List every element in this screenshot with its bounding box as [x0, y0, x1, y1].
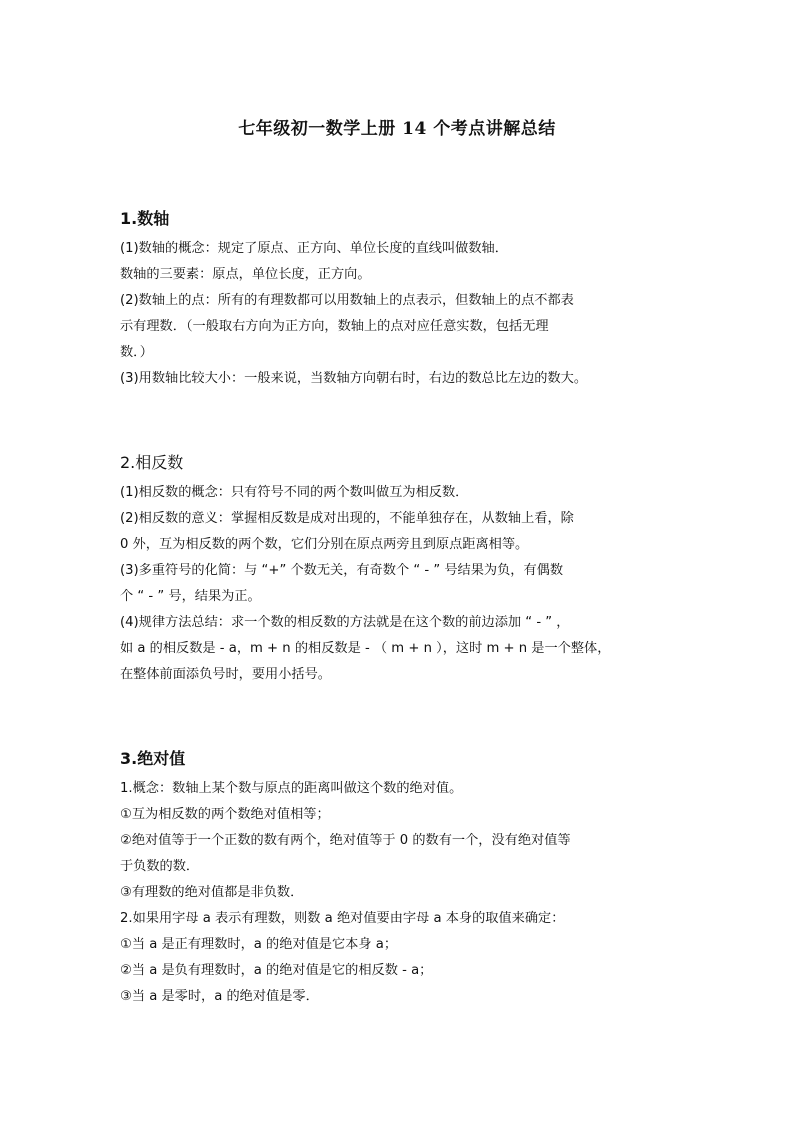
paragraph-line: 在整体前面添负号时，要用小括号。: [120, 667, 331, 682]
section-heading: 3.绝对值: [120, 749, 186, 768]
section-heading: 2.相反数: [120, 453, 184, 472]
section-absolute-value: [120, 746, 690, 1010]
paragraph-line: (1)数轴的概念：规定了原点、正方向、单位长度的直线叫做数轴．: [120, 241, 508, 256]
paragraph-line: 如 a 的相反数是 - a，m + n 的相反数是 - （ m + n ），这时 m + n 是一个整体，: [120, 641, 611, 656]
section-opposite-numbers: [120, 450, 690, 688]
document-title: 七年级初一数学上册 14 个考点讲解总结: [238, 119, 556, 139]
paragraph-line: 数轴的三要素：原点，单位长度，正方向。: [120, 267, 371, 282]
paragraph-line: ②绝对值等于一个正数的数有两个，绝对值等于 0 的数有一个，没有绝对值等: [120, 833, 571, 848]
paragraph-line: 数．）: [120, 345, 153, 360]
paragraph-line: (2)相反数的意义：掌握相反数是成对出现的，不能单独存在，从数轴上看，除: [120, 511, 574, 526]
paragraph-line: 示有理数．（一般取右方向为正方向，数轴上的点对应任意实数，包括无理: [120, 319, 549, 334]
paragraph-line: 于负数的数．: [120, 859, 200, 874]
paragraph-line: (3)多重符号的化简：与 “+” 个数无关，有奇数个 “ - ” 号结果为负，有偶数: [120, 563, 564, 578]
paragraph-line: ①当 a 是正有理数时，a 的绝对值是它本身 a；: [120, 937, 398, 952]
paragraph-line: (1)相反数的概念：只有符号不同的两个数叫做互为相反数．: [120, 485, 469, 500]
paragraph-line: ③有理数的绝对值都是非负数．: [120, 885, 304, 900]
section-heading: 1.数轴: [120, 209, 170, 228]
paragraph-line: 0 外，互为相反数的两个数，它们分别在原点两旁且到原点距离相等。: [120, 537, 529, 552]
section-number-line: [120, 206, 690, 392]
paragraph-line: 1.概念：数轴上某个数与原点的距离叫做这个数的绝对值。: [120, 781, 463, 796]
paragraph-line: (2)数轴上的点：所有的有理数都可以用数轴上的点表示，但数轴上的点不都表: [120, 293, 574, 308]
paragraph-line: ②当 a 是负有理数时，a 的绝对值是它的相反数 - a；: [120, 963, 433, 978]
paragraph-line: (3)用数轴比较大小：一般来说，当数轴方向朝右时，右边的数总比左边的数大。: [120, 371, 588, 386]
paragraph-line: (4)规律方法总结：求一个数的相反数的方法就是在这个数的前边添加 “ - ” ，: [120, 615, 570, 630]
paragraph-line: 个 “ - ” 号，结果为正。: [120, 589, 261, 604]
paragraph-line: ①互为相反数的两个数绝对值相等；: [120, 807, 330, 822]
paragraph-line: ③当 a 是零时，a 的绝对值是零．: [120, 989, 319, 1004]
paragraph-line: 2.如果用字母 a 表示有理数，则数 a 绝对值要由字母 a 本身的取值来确定：: [120, 911, 565, 926]
